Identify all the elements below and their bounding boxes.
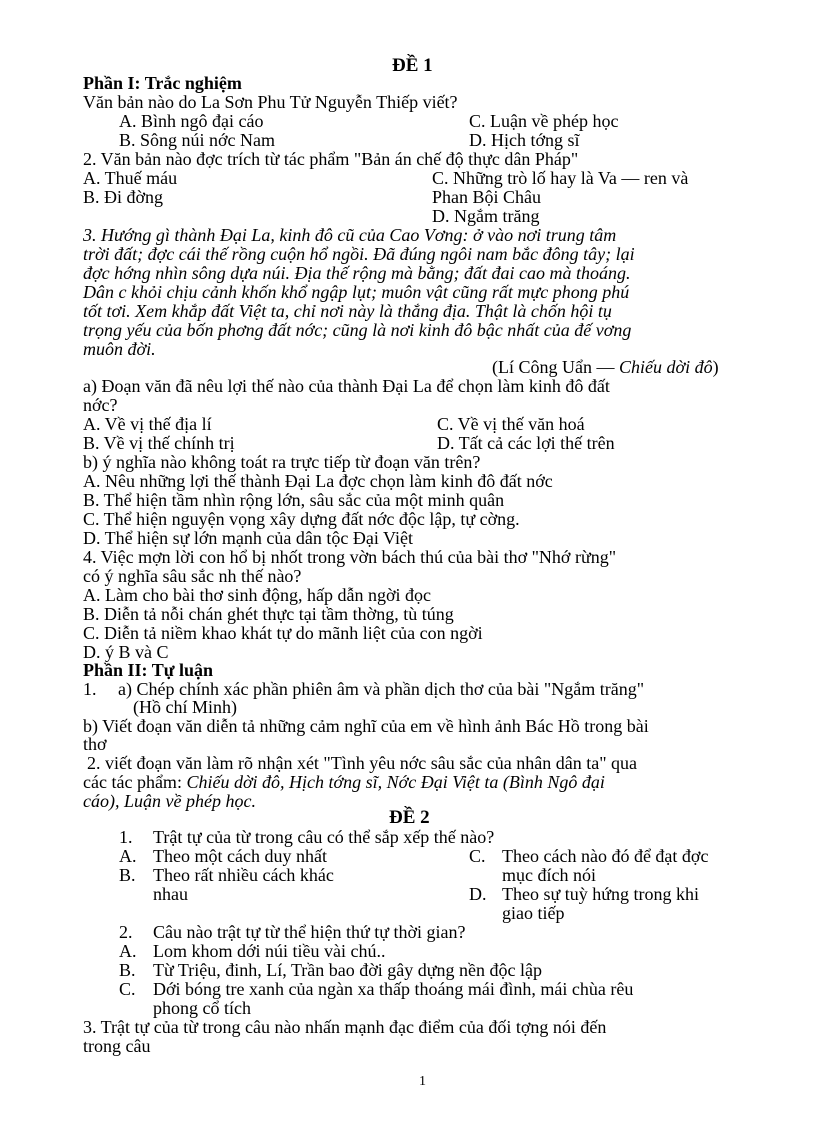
q3-passage-line: tốt tơi. Xem khắp đất Việt ta, chỉ nơi này là thắng địa. Thật là chốn hội tụ [83,301,612,321]
q3-passage-line: trời đất; đợc cái thế rồng cuộn hổ ngồi. Đã đúng ngôi nam bắc đông tây; lại [83,244,635,264]
de2-q1-stem: Trật tự của từ trong câu có thể sắp xếp thế nào? [153,827,495,847]
de2-q2-option-b-letter: B. [119,960,136,980]
q3-source-author: (Lí Công Uẩn — [492,357,619,377]
essay-item2-line2 [83,772,605,792]
de2-q1-option-c-line2: mục đích nói [502,865,596,885]
q3-passage-line: trọng yếu của bốn phơng đất nớc; cũng là nơi kinh đô bậc nhất của đế vơng [83,320,632,340]
essay-item2-prefix: các tác phẩm: [83,772,187,792]
de2-q1-option-d-letter: D. [469,884,487,904]
de2-q3-line1: 3. Trật tự của từ trong câu nào nhấn mạnh đạc điểm của đối tợng nói đến [83,1017,607,1037]
q2-option-c-line2: Phan Bội Châu [432,187,542,207]
de1-title: ĐỀ 1 [392,55,433,76]
essay-item2-line3: cáo), Luận về phép học. [83,791,256,811]
q2-option-b: B. Đi đờng [83,187,164,207]
de2-q1-option-a-letter: A. [119,846,137,866]
de2-q1-number: 1. [119,827,133,847]
de2-title: ĐỀ 2 [389,807,430,828]
de2-q2-option-c-letter: C. [119,979,136,999]
de2-q1-option-d-line1: Theo sự tuỳ hứng trong khi [502,884,699,904]
de2-q2-option-b: Từ Triệu, đinh, Lí, Trần bao đời gây dựng nền độc lập [153,960,543,980]
q3-source [492,357,719,377]
q3b-option-c: C. Thể hiện nguyện vọng xây dựng đất nớc độc lập, tự cờng. [83,509,520,529]
essay-item2-line1: 2. viết đoạn văn làm rõ nhận xét "Tình yêu nớc sâu sắc của nhân dân ta" qua [87,753,638,773]
de2-q1-option-a: Theo một cách duy nhất [153,846,327,866]
essay-item2-works: Chiếu dời đô, Hịch tớng sĩ, Nớc Đại Việt ta (Bình Ngô đại [186,772,605,792]
q3a-option-b: B. Về vị thế chính trị [83,433,235,453]
essay-item1-number: 1. [83,679,97,699]
q3a-option-c: C. Về vị thế văn hoá [437,414,585,434]
q1-option-d: D. Hịch tớng sĩ [469,130,580,150]
de2-q1-option-b-letter: B. [119,865,136,885]
de2-q1-option-b-line2: nhau [153,884,188,904]
essay-item1b-line2: thơ [83,734,107,754]
q3-passage-line: đợc hớng nhìn sông dựa núi. Địa thế rộng mà bằng; đất đai cao mà thoáng. [83,263,631,283]
q4-option-c: C. Diễn tả niềm khao khát tự do mãnh liệt của con ngời [83,623,483,643]
q2-option-a: A. Thuế máu [83,168,178,188]
part1-heading: Phần I: Trắc nghiệm [83,73,242,93]
q4-option-a: A. Làm cho bài thơ sinh động, hấp dẫn ngời đọc [83,585,431,605]
de2-q1-option-b-line1: Theo rất nhiều cách khác [153,865,334,885]
de2-q2-option-a: Lom khom dới núi tiều vài chú.. [153,941,386,961]
q1-option-a: A. Bình ngô đại cáo [119,111,264,131]
q4-option-d: D. ý B và C [83,642,169,662]
q2-option-d: D. Ngắm trăng [432,206,540,226]
essay-item1-line1: a) Chép chính xác phần phiên âm và phần dịch thơ của bài "Ngắm trăng" [118,679,645,699]
q3b-option-d: D. Thể hiện sự lớn mạnh của dân tộc Đại Việt [83,528,413,548]
essay-item1b-line1: b) Viết đoạn văn diễn tả những cảm nghĩ của em về hình ảnh Bác Hồ trong bài [83,716,649,736]
q3a-stem-line2: nớc? [83,395,118,415]
q3-passage-line: Dân c khỏi chịu cảnh khốn khổ ngập lụt; muôn vật cũng rất mực phong phú [83,282,630,302]
q3-passage-line: muôn đời. [83,339,156,359]
essay-item1-line2: (Hồ chí Minh) [133,697,237,717]
q4-stem-line1: 4. Việc mợn lời con hổ bị nhốt trong vờn bách thú của bài thơ "Nhớ rừng" [83,547,617,567]
de2-q1-option-c-line1: Theo cách nào đó để đạt đợc [502,846,709,866]
q1-stem: Văn bản nào do La Sơn Phu Tử Nguyễn Thiếp viết? [83,92,458,112]
q3-source-close: ) [712,357,719,377]
q2-option-c-line1: C. Những trò lố hay là Va — ren và [432,168,689,188]
q2-stem: 2. Văn bản nào đợc trích từ tác phẩm "Bản án chế độ thực dân Pháp" [83,149,579,169]
q3-source-work: Chiếu dời đô [618,357,713,377]
de2-q2-number: 2. [119,922,133,942]
q1-option-b: B. Sông núi nớc Nam [119,130,276,150]
q3b-option-a: A. Nêu những lợi thế thành Đại La đợc chọn làm kinh đô đất nớc [83,471,553,491]
q3b-stem: b) ý nghĩa nào không toát ra trực tiếp từ đoạn văn trên? [83,452,481,472]
de2-q2-option-c-line2: phong cổ tích [153,998,251,1018]
q1-option-c: C. Luận về phép học [469,111,619,131]
de2-q2-stem: Câu nào trật tự từ thể hiện thứ tự thời gian? [153,922,466,942]
de2-q1-option-c-letter: C. [469,846,486,866]
de2-q3-line2: trong câu [83,1036,151,1056]
q4-stem-line2: có ý nghĩa sâu sắc nh thế nào? [83,566,302,586]
q3a-option-a: A. Về vị thế địa lí [83,414,212,434]
q3a-option-d: D. Tất cả các lợi thế trên [437,433,615,453]
de2-q2-option-c-line1: Dới bóng tre xanh của ngàn xa thấp thoáng mái đình, mái chùa rêu [153,979,634,999]
q3b-option-b: B. Thể hiện tầm nhìn rộng lớn, sâu sắc của một minh quân [83,490,505,510]
q3a-stem-line1: a) Đoạn văn đã nêu lợi thế nào của thành Đại La để chọn làm kinh đô đất [83,376,610,396]
de2-q2-option-a-letter: A. [119,941,137,961]
q4-option-b: B. Diễn tả nỗi chán ghét thực tại tầm thờng, tù túng [83,604,454,624]
q3-passage-line: 3. Hướng gì thành Đại La, kinh đô cũ của Cao Vơng: ở vào nơi trung tâm [83,225,617,245]
de2-q1-option-d-line2: giao tiếp [502,903,565,923]
part2-heading: Phần II: Tự luận [83,660,214,680]
page-number: 1 [419,1074,426,1089]
